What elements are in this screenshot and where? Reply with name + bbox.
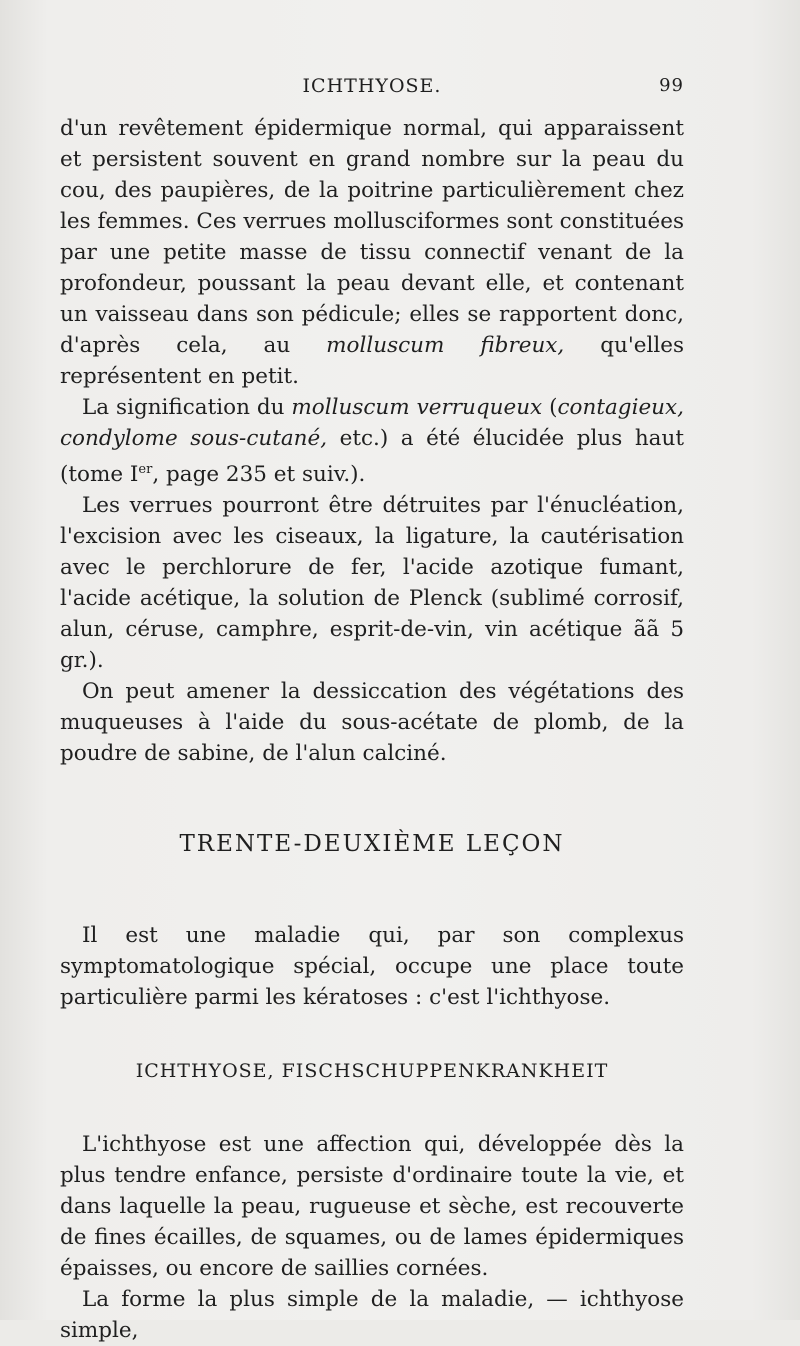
paragraph-dessiccation: On peut amener la dessiccation des végétations des muqueuses à l'aide du sous-acétate de plomb, de la poudre de sabine, de l'alun calciné. xyxy=(60,679,684,767)
paragraph-introduction-ichthyose: Il est une maladie qui, par son complexus symptomatologique spécial, occupe une place toute particulière parmi les kératoses : c'est l'ichthyose. xyxy=(60,923,684,1011)
running-title: ICHTHYOSE. xyxy=(302,75,442,97)
paragraph-text: qu'elles représentent en petit. xyxy=(60,333,684,389)
paragraph-verrues-mollusciformes xyxy=(60,113,684,392)
page-number: 99 xyxy=(659,75,684,96)
section-title: ICHTHYOSE, FISCHSCHUPPENKRANKHEIT xyxy=(135,1060,609,1083)
page-body xyxy=(60,113,684,1346)
paragraph-text: d'un revêtement épidermique normal, qui apparaissent et persistent souvent en grand nombre sur la peau du cou, des paupières, de la poitrine particulièrement chez les femmes. Ces verrues mollusciformes sont constituées par une petite masse de tissu connectif venant de la profondeur, poussant la peau devant elle, et contenant un vaisseau dans son pédicule; elles se rapportent donc, d'après cela, au xyxy=(60,116,684,358)
paragraph-traitement-verrues: Les verrues pourront être détruites par l'énucléation, l'excision avec les ciseaux, la ligature, la cautérisation avec le perchlorure de fer, l'acide azotique fumant, l'acide acétique, la solution de Plenck (sublimé corrosif, alun, céruse, camphre, esprit-de-vin, vin acétique ãã 5 gr.). xyxy=(60,493,684,674)
page-header xyxy=(60,72,684,100)
emphasis-contagieux: contagieux, condylome sous-cutané, xyxy=(60,395,684,451)
superscript-er: er xyxy=(138,462,153,477)
paragraph-text: , page 235 et suiv.). xyxy=(152,462,366,488)
chapter-title: TRENTE-DEUXIÈME LEÇON xyxy=(179,831,565,858)
paragraph-text: etc.) a été élucidée plus haut (tome I xyxy=(60,426,684,488)
paragraph-text: ( xyxy=(542,395,558,420)
paragraph-forme-simple: La forme la plus simple de la maladie, — ichthyose simple, xyxy=(60,1287,684,1344)
emphasis-molluscum-verruqueux: molluscum verruqueux xyxy=(291,395,543,420)
emphasis-molluscum-fibreux: molluscum fibreux, xyxy=(326,333,565,358)
paragraph-molluscum-verruqueux xyxy=(60,392,684,490)
paragraph-definition-ichthyose: L'ichthyose est une affection qui, développée dès la plus tendre enfance, persiste d'ordinaire toute la vie, et dans laquelle la peau, rugueuse et sèche, est recouverte de fines écailles, de squames, ou de lames épidermiques épaisses, ou encore de saillies cornées. xyxy=(60,1132,684,1282)
paragraph-text: La signification du xyxy=(82,395,292,420)
